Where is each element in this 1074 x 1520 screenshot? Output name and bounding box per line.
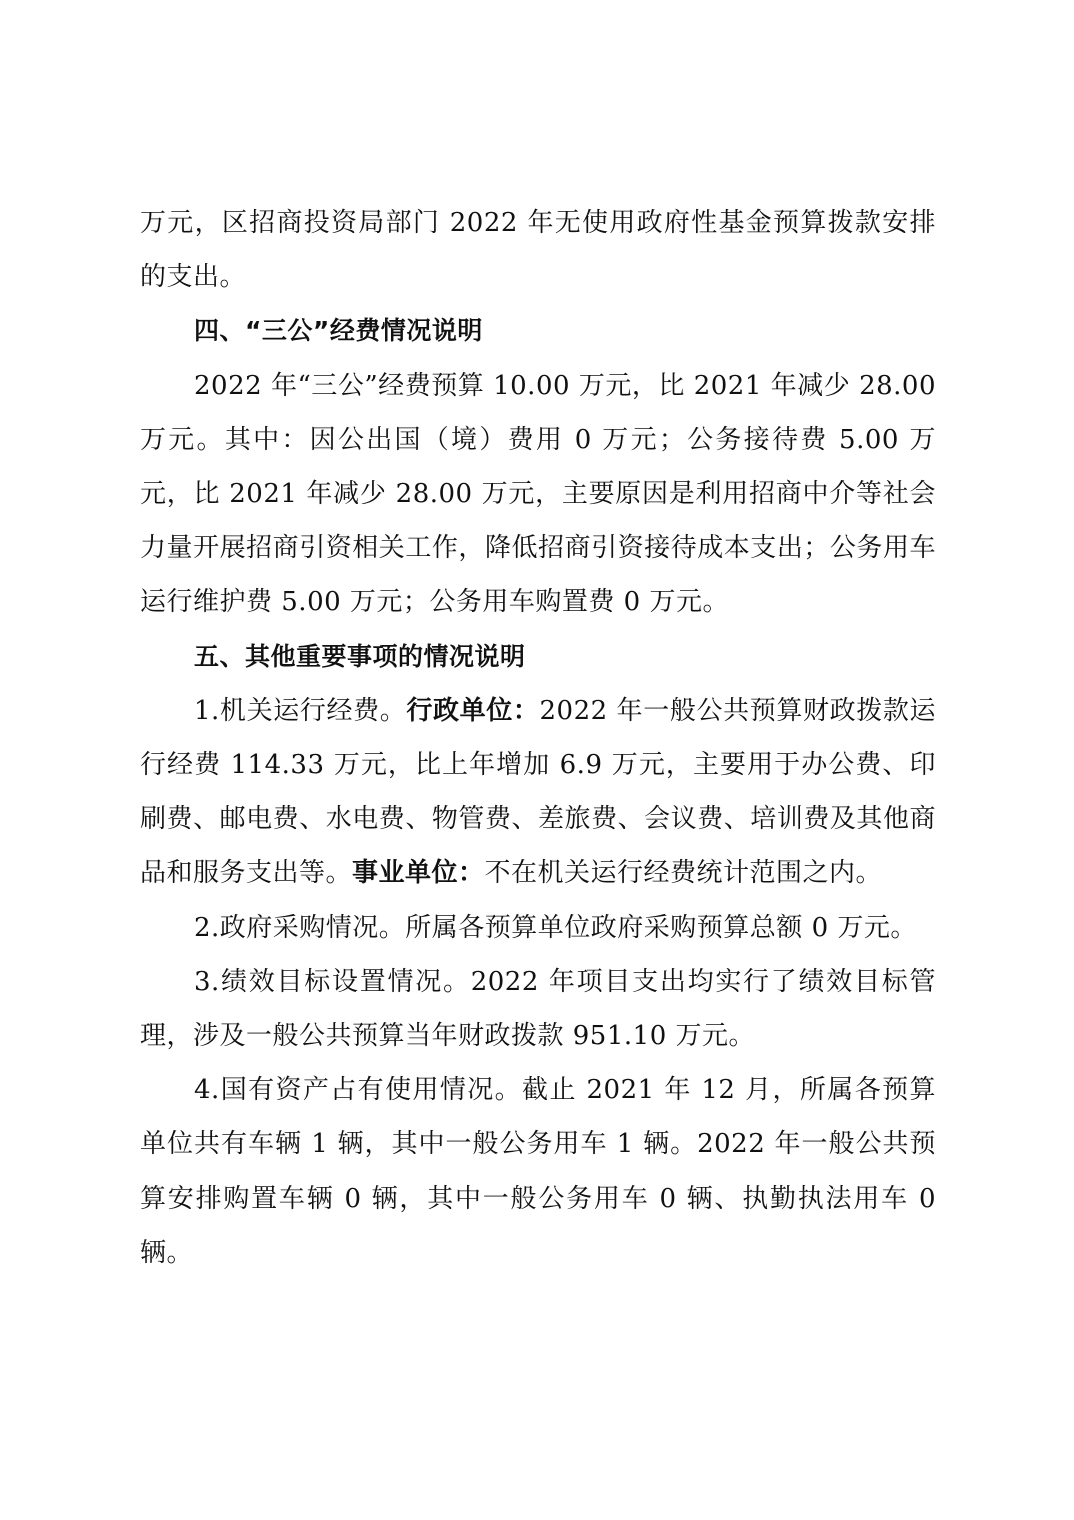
label-public-institution: 事业单位： [352,858,485,889]
section-heading-other-matters: 五、其他重要事项的情况说明 [194,641,526,671]
paragraph-three-public-expenses: 2022 年“三公”经费预算 10.00 万元，比 2021 年减少 28.00 万元。其中：因公出国（境）费用 0 万元；公务接待费 5.00 万元，比 2021 年减少 28.00 万元，主要原因是利用招商中介等社会力量开展招商引资相关工作，降低招商引资接待成本支出；公务用车运行维护费 5.00 万元；公务用车购置费 0 万元。 [140,370,936,618]
text-administrative-unit: 2022 年一般公共预算财政拨款运行经费 114.33 万元，比上年增加 6.9 万元，主要用于办公费、印刷费、邮电费、水电费、物管费、差旅费、会议费、培训费及其他商品和服务支出等。 [140,695,936,889]
document-body [140,196,936,1280]
paragraph-government-procurement: 2.政府采购情况。所属各预算单位政府采购预算总额 0 万元。 [194,912,917,943]
paragraph-performance-targets: 3.绩效目标设置情况。2022 年项目支出均实行了绩效目标管理，涉及一般公共预算当年财政拨款 951.10 万元。 [140,966,936,1052]
paragraph-state-assets: 4.国有资产占有使用情况。截止 2021 年 12 月，所属各预算单位共有车辆 1 辆，其中一般公务用车 1 辆。2022 年一般公共预算安排购置车辆 0 辆，其中一般公务用车 0 辆、执勤执法用车 0 辆。 [140,1075,936,1268]
paragraph-operating-expenses [140,684,936,901]
paragraph-budget-fund-continued: 万元，区招商投资局部门 2022 年无使用政府性基金预算拨款安排的支出。 [140,208,936,293]
text-public-institution: 不在机关运行经费统计范围之内。 [484,858,883,889]
label-administrative-unit: 行政单位： [406,695,540,726]
item-lead-operating-expenses: 1.机关运行经费。 [194,695,407,726]
section-heading-three-public-expenses: 四、“三公”经费情况说明 [194,316,483,346]
